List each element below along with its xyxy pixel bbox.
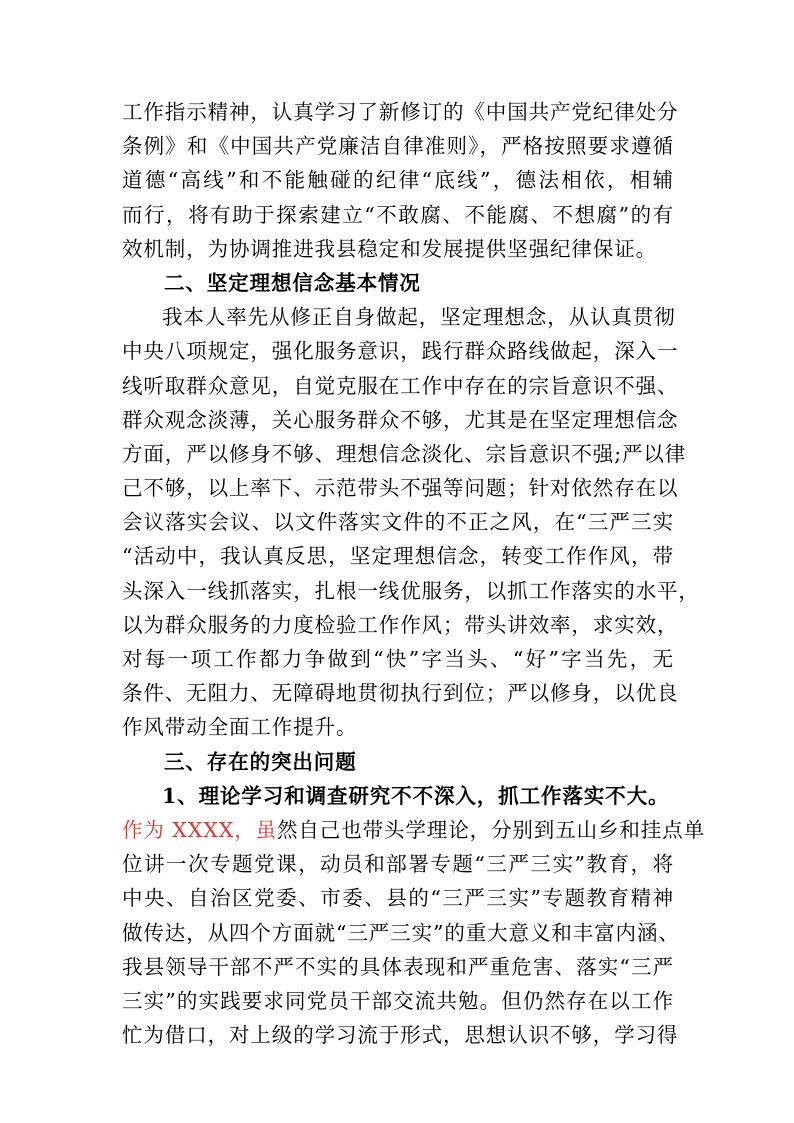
text-line: 中央八项规定，强化服务意识，践行群众路线做起，深入一 [122, 339, 679, 364]
paragraph-work-spirit [122, 95, 679, 266]
text-line: 群众观念淡薄，关心服务群众不够，尤其是在坚定理想信念 [122, 407, 679, 432]
text-line: 线听取群众意见，自觉克服在工作中存在的宗旨意识不强、 [122, 373, 679, 398]
text-line-first [122, 813, 705, 847]
text-line: 作风带动全面工作提升。 [122, 715, 358, 740]
text-line: 忙为借口，对上级的学习流于形式，思想认识不够，学习得 [122, 1023, 679, 1048]
text-line: 方面，严以修身不够、理想信念淡化、宗旨意识不强;严以律 [122, 441, 687, 466]
text-line: 位讲一次专题党课，动员和部署专题“三严三实”教育，将 [122, 852, 674, 877]
text-line: 己不够，以上率下、示范带头不强等问题；针对依然存在以 [122, 476, 679, 501]
text-line: 头深入一线抓落实，扎根一线优服务，以抓工作落实的水平， [122, 578, 700, 603]
text-line: “活动中，我认真反思，坚定理想信念，转变工作作风，带 [122, 544, 674, 569]
paragraph-ideals-beliefs [122, 300, 700, 744]
text-line: 效机制，为协调推进我县稳定和发展提供坚强纪律保证。 [122, 236, 657, 261]
text-line-rest: 然自己也带头学理论，分别到五山乡和挂点单 [277, 817, 705, 842]
section-heading-2: 二、坚定理想信念基本情况 [164, 270, 421, 295]
redacted-title-highlight: 作为 XXXX，虽 [122, 817, 277, 842]
text-line: 而行，将有助于探索建立“不敢腐、不能腐、不想腐”的有 [122, 202, 674, 227]
text-line: 我县领导干部不严不实的具体表现和严重危害、落实“三严 [122, 954, 674, 979]
text-line: 工作指示精神，认真学习了新修订的《中国共产党纪律处分 [122, 100, 679, 124]
section-heading-3: 三、存在的突出问题 [164, 749, 357, 774]
text-line: 三实”的实践要求同党员干部交流共勉。但仍然存在以工作 [122, 988, 674, 1013]
text-line: 以为群众服务的力度检验工作作风；带头讲效率，求实效， [122, 612, 679, 637]
text-line: 我本人率先从修正自身做起，坚定理想念，从认真贯彻 [162, 305, 676, 330]
text-line: 对每一项工作都力争做到“快”字当头、“好”字当先，无 [122, 647, 674, 671]
text-line: 条件、无阻力、无障碍地贯彻执行到位；严以修身，以优良 [122, 681, 679, 706]
text-line: 条例》和《中国共产党廉洁自律准则》，严格按照要求遵循 [122, 134, 674, 159]
paragraph-problems [122, 813, 705, 1052]
text-line: 做传达，从四个方面就“三严三实”的重大意义和丰富内涵、 [122, 920, 680, 945]
document-body [122, 95, 705, 1052]
subheading-theory-study: 1、理论学习和调查研究不不深入，抓工作落实不大。 [162, 783, 670, 808]
text-line: 道德“高线”和不能触碰的纪律“底线”，德法相依，相辅 [122, 168, 674, 193]
text-line: 中央、自治区党委、市委、县的“三严三实”专题教育精神 [122, 886, 674, 911]
text-line: 会议落实会议、以文件落实文件的不正之风，在“三严三实 [122, 510, 674, 535]
